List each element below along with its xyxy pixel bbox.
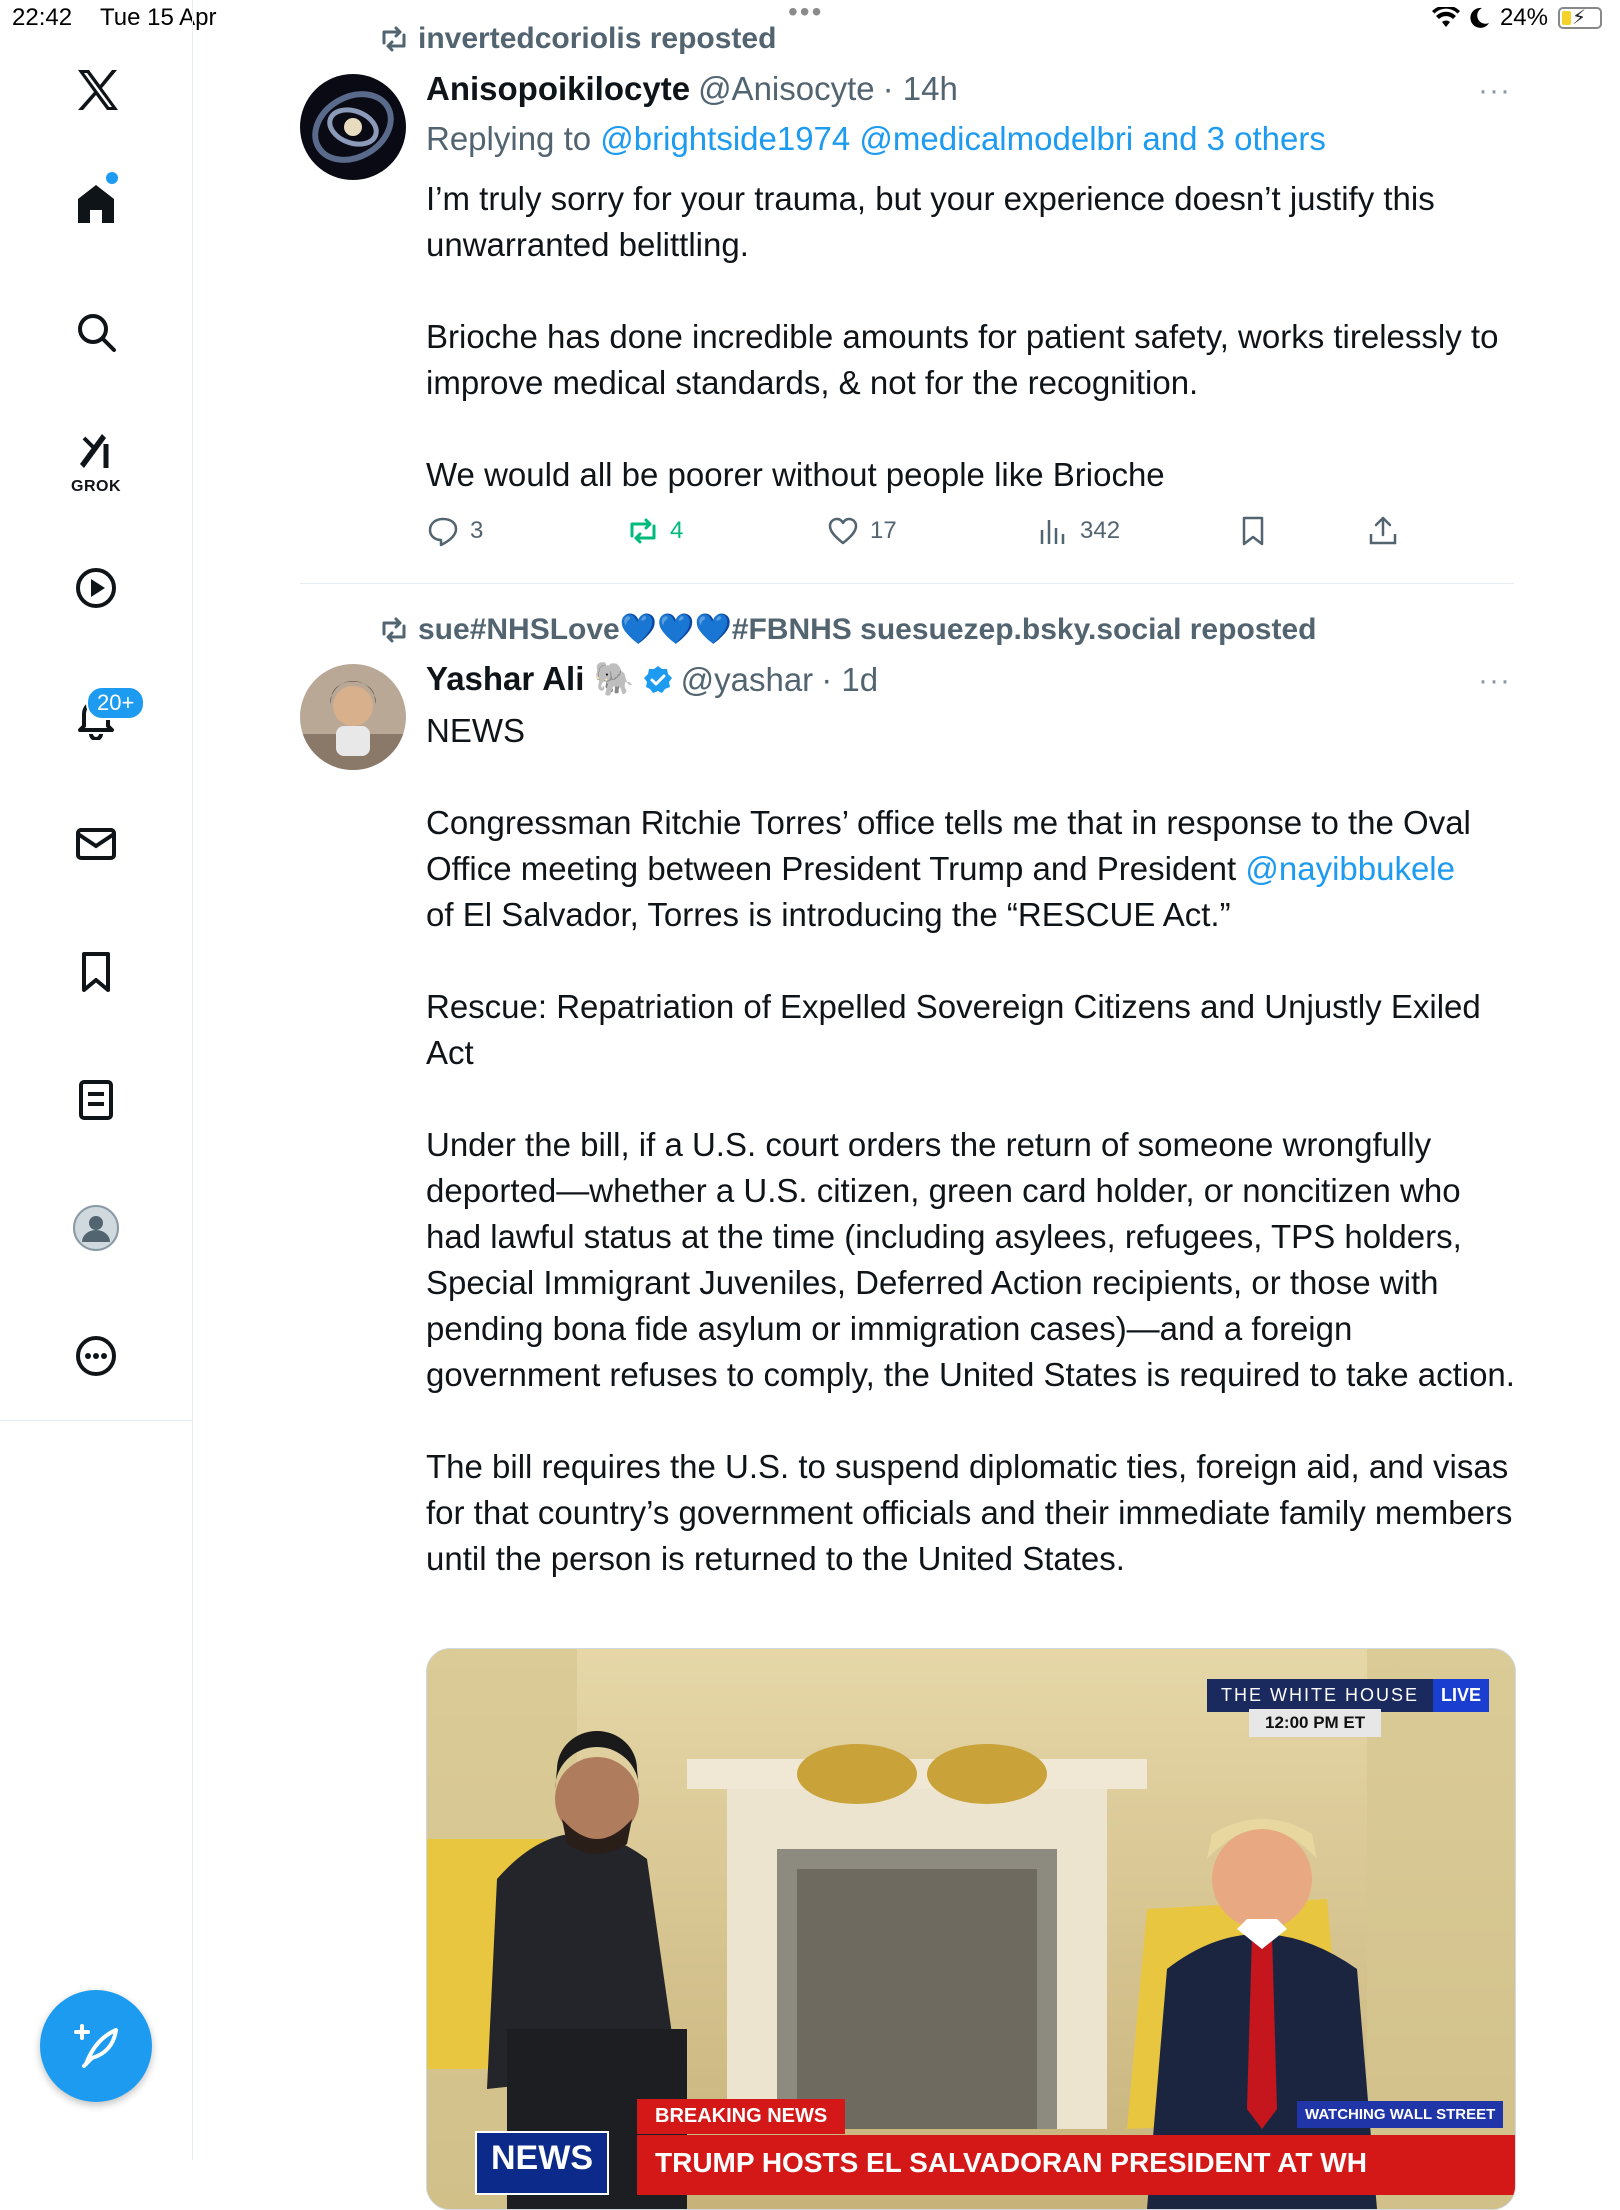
broadcast-location-badge bbox=[1207, 1679, 1489, 1712]
battery-percent: 24% bbox=[1499, 4, 1548, 31]
broadcast-time: 12:00 PM ET bbox=[1249, 1709, 1381, 1737]
bookmark-button[interactable] bbox=[1236, 514, 1270, 548]
repost-indicator bbox=[378, 612, 1316, 647]
repost-indicator bbox=[378, 22, 776, 56]
news-logo: NEWS bbox=[475, 2131, 609, 2195]
like-count: 17 bbox=[870, 517, 897, 544]
repost-count: 4 bbox=[670, 517, 684, 544]
repost-by-label[interactable]: invertedcoriolis reposted bbox=[418, 22, 777, 55]
video-play-icon[interactable] bbox=[68, 560, 124, 616]
avatar[interactable] bbox=[300, 74, 406, 180]
reply-icon bbox=[426, 514, 460, 548]
tweet-actions bbox=[426, 514, 1526, 554]
mention-link[interactable]: @nayibbukele bbox=[1245, 850, 1455, 887]
news-ticker: TRUMP HOSTS EL SALVADORAN PRESIDENT AT WH bbox=[637, 2135, 1515, 2195]
post-time[interactable]: · 1d bbox=[821, 660, 879, 698]
display-name[interactable]: Anisopoikilocyte bbox=[426, 70, 691, 107]
heart-icon bbox=[826, 514, 860, 548]
breaking-news-label: BREAKING NEWS bbox=[637, 2099, 845, 2134]
like-button[interactable] bbox=[826, 514, 897, 548]
repost-icon bbox=[626, 514, 660, 548]
reply-to-links[interactable]: @brightside1974 @medicalmodelbri and 3 others bbox=[600, 120, 1326, 157]
tweet-text: I’m truly sorry for your trauma, but your experience doesn’t justify this unwarranted belittling. Brioche has done incredible amounts for patient safety, works tirelessly to improve medical standards, & not for the recognition. We would all be poorer without people like Brioche bbox=[426, 180, 1499, 493]
reply-context bbox=[426, 120, 1326, 158]
messages-envelope-icon[interactable] bbox=[68, 816, 124, 872]
reply-prefix: Replying to bbox=[426, 120, 601, 157]
tweet-more-icon[interactable]: ··· bbox=[1478, 664, 1511, 697]
watching-wall-street-label: WATCHING WALL STREET bbox=[1297, 2101, 1503, 2128]
home-unread-dot bbox=[106, 172, 118, 184]
compose-post-button[interactable] bbox=[40, 1990, 152, 2102]
more-options-icon[interactable] bbox=[68, 1328, 124, 1384]
sidebar-divider bbox=[0, 1420, 192, 1421]
tweet-text-part: NEWS Congressman Ritchie Torres’ office tells me that in response to the Oval Office meeting between President Trump and President bbox=[426, 712, 1471, 887]
multitasking-dots-icon[interactable]: ••• bbox=[788, 0, 824, 27]
user-handle[interactable]: @yashar bbox=[680, 660, 814, 698]
views-count: 342 bbox=[1080, 517, 1121, 544]
grok-label: GROK bbox=[71, 478, 121, 495]
bookmark-icon bbox=[1236, 514, 1270, 548]
live-label: LIVE bbox=[1433, 1679, 1489, 1712]
x-logo-icon[interactable] bbox=[68, 62, 124, 118]
tweet-more-icon[interactable]: ··· bbox=[1478, 74, 1511, 107]
wifi-icon bbox=[1432, 7, 1460, 29]
reply-count: 3 bbox=[470, 517, 484, 544]
repost-button[interactable] bbox=[626, 514, 683, 548]
share-icon bbox=[1366, 514, 1400, 548]
reply-button[interactable] bbox=[426, 514, 483, 548]
lists-icon[interactable] bbox=[68, 1072, 124, 1128]
post-time[interactable]: · 14h bbox=[882, 70, 958, 107]
tweet-media-image[interactable] bbox=[426, 1648, 1516, 2210]
grok-icon[interactable] bbox=[68, 422, 124, 478]
search-icon[interactable] bbox=[68, 304, 124, 360]
display-name[interactable]: Yashar Ali 🐘 bbox=[426, 660, 635, 697]
tweet-text bbox=[426, 708, 1516, 1582]
share-button[interactable] bbox=[1366, 514, 1400, 548]
moon-icon bbox=[1470, 7, 1490, 29]
tweet-divider bbox=[300, 583, 1514, 584]
status-bar bbox=[0, 0, 1620, 40]
repost-by-label[interactable]: sue#NHSLove💙💙💙#FBNHS suesuezep.bsky.social reposted bbox=[418, 613, 1317, 646]
repost-icon bbox=[378, 614, 410, 646]
white-house-label: THE WHITE HOUSE bbox=[1207, 1679, 1433, 1712]
tweet-text-part: of El Salvador, Torres is introducing the “RESCUE Act.” Rescue: Repatriation of Expelled Sovereign Citizens and Unjustly Exiled Act Under the bill, if a U.S. court orders the return of someone wrongfully deported—whether a U.S. citizen, green card holder, or noncitizen who had lawful status at the time (including asylees, refugees, TPS holders, Special Immigrant Juveniles, Deferred Action recipients, or those with pending bona fide asylum or immigration cases)—and a foreign government refuses to comply, the United States is required to take action. The bill requires the U.S. to suspend diplomatic ties, foreign aid, and visas for that country’s government officials and their immediate family members until the person is returned to the United States. bbox=[426, 896, 1515, 1577]
home-icon[interactable] bbox=[68, 176, 124, 232]
user-handle[interactable]: @Anisocyte bbox=[698, 70, 875, 107]
profile-avatar-icon[interactable] bbox=[68, 1200, 124, 1256]
status-time: 22:42 bbox=[12, 4, 73, 31]
status-date: Tue 15 Apr bbox=[100, 4, 217, 31]
views-chart-icon bbox=[1036, 514, 1070, 548]
avatar[interactable] bbox=[300, 664, 406, 770]
battery-icon: ⚡ bbox=[1558, 7, 1602, 29]
verified-badge-icon bbox=[643, 665, 673, 695]
notifications-badge: 20+ bbox=[86, 686, 145, 720]
sidebar bbox=[0, 0, 193, 2160]
repost-icon bbox=[378, 23, 410, 55]
views-button[interactable] bbox=[1036, 514, 1120, 548]
bookmarks-icon[interactable] bbox=[68, 944, 124, 1000]
compose-feather-icon bbox=[68, 2018, 124, 2074]
